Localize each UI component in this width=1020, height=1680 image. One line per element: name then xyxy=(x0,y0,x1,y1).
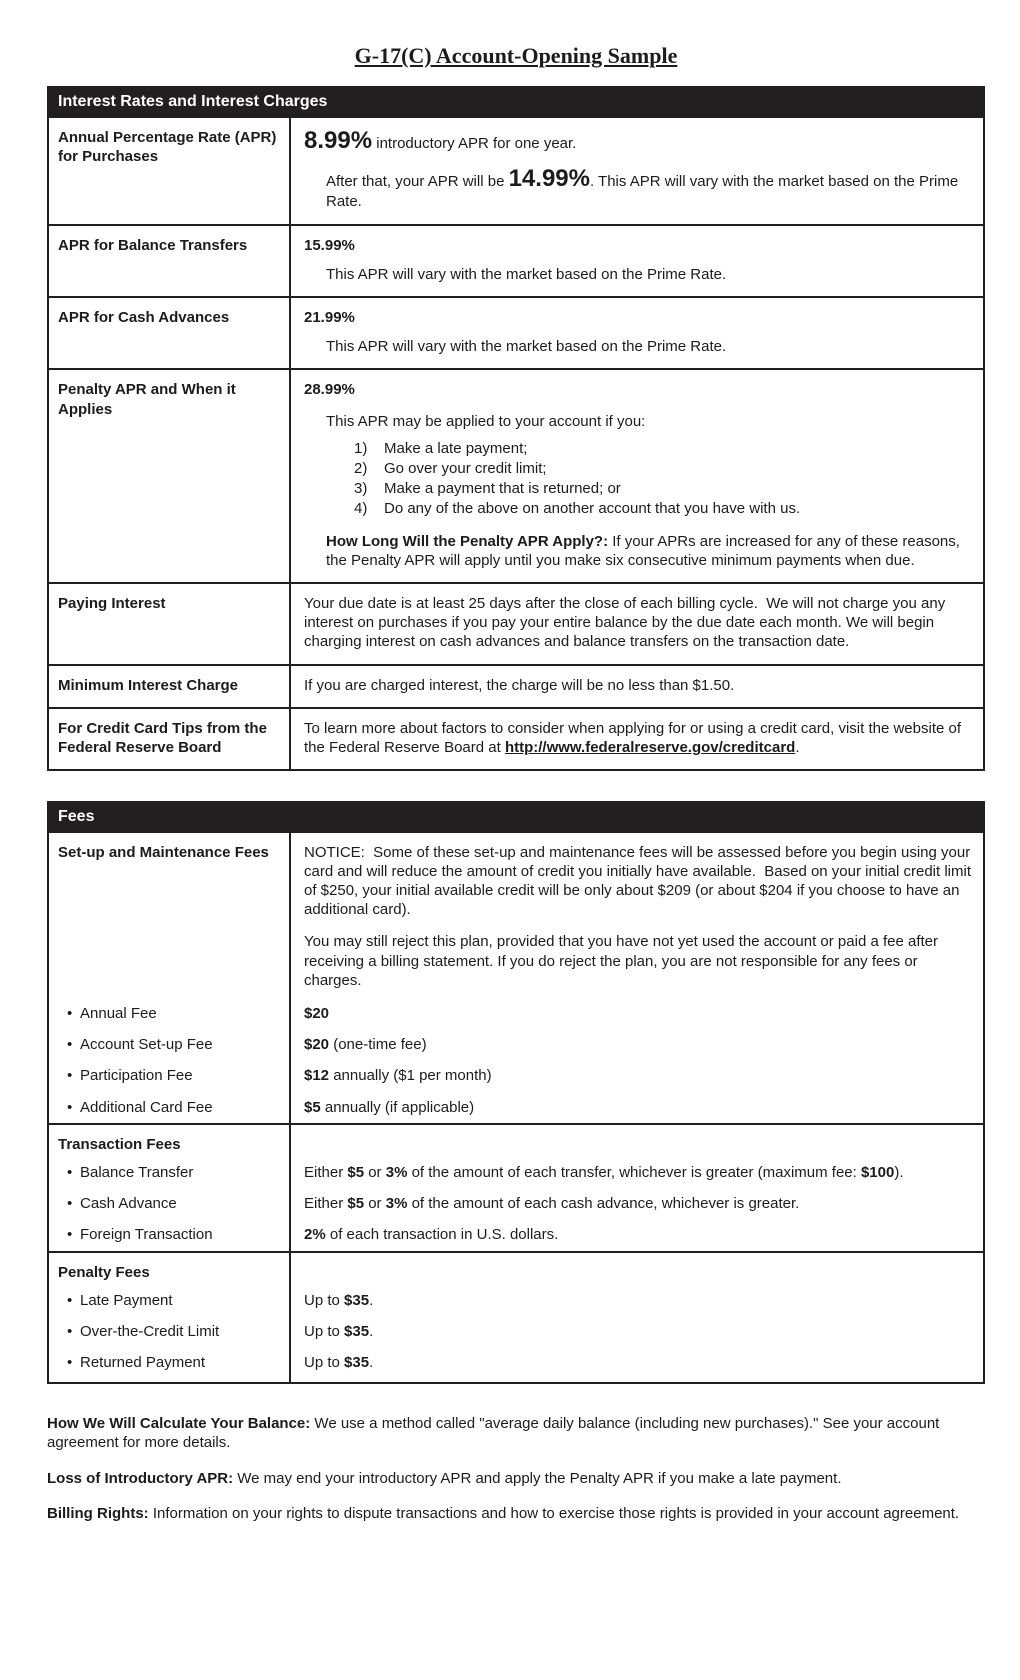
over-credit-limit-fee-label: • Over-the-Credit Limit xyxy=(58,1323,219,1340)
fee-label-additional-card xyxy=(49,1092,291,1123)
row-minimum-interest-charge xyxy=(49,664,983,707)
row-apr-purchases xyxy=(49,118,983,224)
account-setup-fee-label: • Account Set-up Fee xyxy=(58,1036,213,1053)
fee-value-participation: $12 annually ($1 per month) xyxy=(304,1067,492,1085)
condition-number: 4) xyxy=(354,500,368,518)
condition-text: Make a payment that is returned; or xyxy=(384,480,621,498)
footnote-balance-text: We use a method called "average daily balance (including new purchases)." See your account agreement for more details. xyxy=(47,1415,944,1452)
row-label-cash-advances: APR for Cash Advances xyxy=(49,298,291,368)
interest-rates-table xyxy=(47,86,985,771)
row-label-apr-purchases: Annual Percentage Rate (APR) for Purchases xyxy=(49,118,291,224)
foreign-transaction-fee-label: • Foreign Transaction xyxy=(58,1226,213,1243)
footnotes-section xyxy=(47,1414,985,1523)
penalty-fees-heading: Penalty Fees xyxy=(49,1253,291,1285)
row-penalty-fees-heading xyxy=(49,1251,983,1285)
footnote-loss-label: Loss of Introductory APR: xyxy=(47,1469,234,1487)
condition-number: 3) xyxy=(354,480,368,498)
tips-text-after: . xyxy=(795,739,800,757)
footnote-billing-text: Information on your rights to dispute transactions and how to exercise those rights is provided in your account agreement. xyxy=(148,1504,960,1522)
row-cash-advances xyxy=(49,296,983,368)
row-label-setup-fees: Set-up and Maintenance Fees xyxy=(49,833,291,998)
page-title: G-17(C) Account-Opening Sample xyxy=(354,43,678,68)
fee-value-over-credit-limit: Up to $35. xyxy=(304,1322,374,1340)
fee-label-cash-advance xyxy=(49,1188,291,1219)
fee-label-balance-transfer xyxy=(49,1157,291,1188)
row-foreign-transaction-fee xyxy=(49,1219,983,1250)
fee-value-annual: $20 xyxy=(304,1005,330,1022)
after-intro-paragraph: After that, your APR will be 14.99%. This APR will vary with the market based on the Prime Rate. xyxy=(326,165,963,211)
transaction-fees-heading: Transaction Fees xyxy=(49,1125,291,1157)
row-balance-transfers xyxy=(49,224,983,296)
how-long-text: If your APRs are increased for any of these reasons, the Penalty APR will apply until you make six consecutive minimum payments when due. xyxy=(326,532,965,569)
balance-transfer-fee-label: • Balance Transfer xyxy=(58,1164,193,1181)
penalty-fees-heading-spacer xyxy=(291,1253,983,1285)
balance-transfers-note: This APR will vary with the market based on the Prime Rate. xyxy=(326,265,727,283)
setup-notice-paragraph: NOTICE: Some of these set-up and maintenance fees will be assessed before you begin using your card and will reduce the amount of credit you initially have available. Based on your initial credit limit of $250, your initial available credit will be only about $209 (or about $204 if you choose to have an additional card). xyxy=(304,843,976,919)
row-penalty-apr xyxy=(49,368,983,582)
row-value-setup-fees xyxy=(291,833,983,998)
fees-table xyxy=(47,801,985,1384)
row-participation-fee xyxy=(49,1060,983,1091)
row-label-balance-transfers: APR for Balance Transfers xyxy=(49,226,291,296)
row-annual-fee xyxy=(49,998,983,1029)
row-account-setup-fee xyxy=(49,1029,983,1060)
setup-reject-paragraph: You may still reject this plan, provided that you have not yet used the account or paid a fee after receiving a billing statement. If you do reject the plan, you are not responsible for any fees or charges. xyxy=(304,933,943,989)
row-value-minimum-interest xyxy=(291,666,983,707)
row-credit-card-tips xyxy=(49,707,983,769)
balance-transfers-rate: 15.99% xyxy=(304,236,355,254)
footnote-billing-rights xyxy=(47,1504,980,1523)
fee-value-foreign-transaction: 2% of each transaction in U.S. dollars. xyxy=(304,1226,559,1244)
row-returned-payment-fee xyxy=(49,1347,983,1382)
row-label-minimum-interest: Minimum Interest Charge xyxy=(49,666,291,707)
row-label-credit-card-tips: For Credit Card Tips from the Federal Reserve Board xyxy=(49,709,291,769)
row-transaction-fees-heading xyxy=(49,1123,983,1157)
fee-label-over-credit-limit xyxy=(49,1316,291,1347)
row-over-credit-limit-fee xyxy=(49,1316,983,1347)
fee-value-additional-card: $5 annually (if applicable) xyxy=(304,1098,475,1116)
returned-payment-fee-label: • Returned Payment xyxy=(58,1354,205,1371)
transaction-fees-heading-spacer xyxy=(291,1125,983,1157)
row-cash-advance-fee xyxy=(49,1188,983,1219)
paying-interest-text: Your due date is at least 25 days after the close of each billing cycle. We will not charge you any interest on purchases if you pay your entire balance by the due date each month. We will begin charging interest on cash advances and balance transfers on the transaction date. xyxy=(304,595,950,651)
footnote-balance-label: How We Will Calculate Your Balance: xyxy=(47,1415,311,1433)
fee-value-balance-transfer: Either $5 or 3% of the amount of each transfer, whichever is greater (maximum fee: $100). xyxy=(304,1163,904,1181)
intro-apr-text: introductory APR for one year. xyxy=(376,134,577,152)
row-value-balance-transfers xyxy=(291,226,983,296)
condition-text: Do any of the above on another account that you have with us. xyxy=(384,500,801,518)
footnote-loss-of-intro-apr xyxy=(47,1469,980,1488)
fee-label-returned-payment xyxy=(49,1347,291,1382)
annual-fee-label: • Annual Fee xyxy=(58,1005,157,1022)
participation-fee-label: • Participation Fee xyxy=(58,1067,193,1084)
fee-value-late-payment: Up to $35. xyxy=(304,1291,374,1309)
row-value-penalty-apr xyxy=(291,370,983,582)
fee-value-account-setup: $20 (one-time fee) xyxy=(304,1036,427,1054)
fee-label-late-payment xyxy=(49,1285,291,1316)
cash-advances-note: This APR will vary with the market based on the Prime Rate. xyxy=(326,338,727,356)
condition-text: Go over your credit limit; xyxy=(384,459,547,477)
penalty-condition-2 xyxy=(354,459,975,479)
penalty-condition-1 xyxy=(354,439,975,459)
minimum-interest-text: If you are charged interest, the charge will be no less than $1.50. xyxy=(304,676,735,694)
footnote-billing-label: Billing Rights: xyxy=(47,1504,149,1522)
penalty-how-long-paragraph xyxy=(326,532,975,570)
condition-number: 1) xyxy=(354,439,368,457)
cash-advance-fee-label: • Cash Advance xyxy=(58,1195,177,1212)
intro-apr-rate: 8.99% xyxy=(304,126,373,154)
penalty-condition-4 xyxy=(354,499,975,519)
additional-card-fee-label: • Additional Card Fee xyxy=(58,1099,213,1116)
credit-card-tips-paragraph xyxy=(304,719,975,757)
row-value-credit-card-tips xyxy=(291,709,983,769)
penalty-conditions-list xyxy=(354,439,975,520)
penalty-apr-rate: 28.99% xyxy=(304,381,355,399)
condition-number: 2) xyxy=(354,459,368,477)
cash-advances-rate: 21.99% xyxy=(304,308,355,326)
tips-text-before: To learn more about factors to consider when applying for or using a credit card, visit the website of the Federal Reserve Board at xyxy=(304,719,966,757)
footnote-loss-text: We may end your introductory APR and apply the Penalty APR if you make a late payment. xyxy=(233,1469,842,1487)
condition-text: Make a late payment; xyxy=(384,439,528,457)
footnote-balance-calculation xyxy=(47,1414,980,1452)
penalty-apr-intro: This APR may be applied to your account if you: xyxy=(326,412,646,430)
row-paying-interest xyxy=(49,582,983,664)
intro-apr-line xyxy=(304,128,975,154)
row-value-paying-interest xyxy=(291,584,983,664)
federal-reserve-link[interactable]: http://www.federalreserve.gov/creditcard xyxy=(504,739,796,757)
fees-table-header: Fees xyxy=(49,803,983,832)
interest-table-header: Interest Rates and Interest Charges xyxy=(49,88,983,117)
row-value-apr-purchases xyxy=(291,118,983,224)
row-value-cash-advances xyxy=(291,298,983,368)
row-label-paying-interest: Paying Interest xyxy=(49,584,291,664)
fee-label-participation xyxy=(49,1060,291,1091)
fee-label-annual xyxy=(49,998,291,1029)
penalty-condition-3 xyxy=(354,479,975,499)
row-balance-transfer-fee xyxy=(49,1157,983,1188)
row-additional-card-fee xyxy=(49,1092,983,1123)
late-payment-fee-label: • Late Payment xyxy=(58,1292,173,1309)
row-late-payment-fee xyxy=(49,1285,983,1316)
row-label-penalty-apr: Penalty APR and When it Applies xyxy=(49,370,291,582)
row-setup-maintenance-fees xyxy=(49,833,983,998)
how-long-label: How Long Will the Penalty APR Apply?: xyxy=(326,532,609,550)
fee-label-account-setup xyxy=(49,1029,291,1060)
fee-value-cash-advance: Either $5 or 3% of the amount of each cash advance, whichever is greater. xyxy=(304,1195,800,1213)
fee-label-foreign-transaction xyxy=(49,1219,291,1250)
fee-value-returned-payment: Up to $35. xyxy=(304,1354,374,1372)
